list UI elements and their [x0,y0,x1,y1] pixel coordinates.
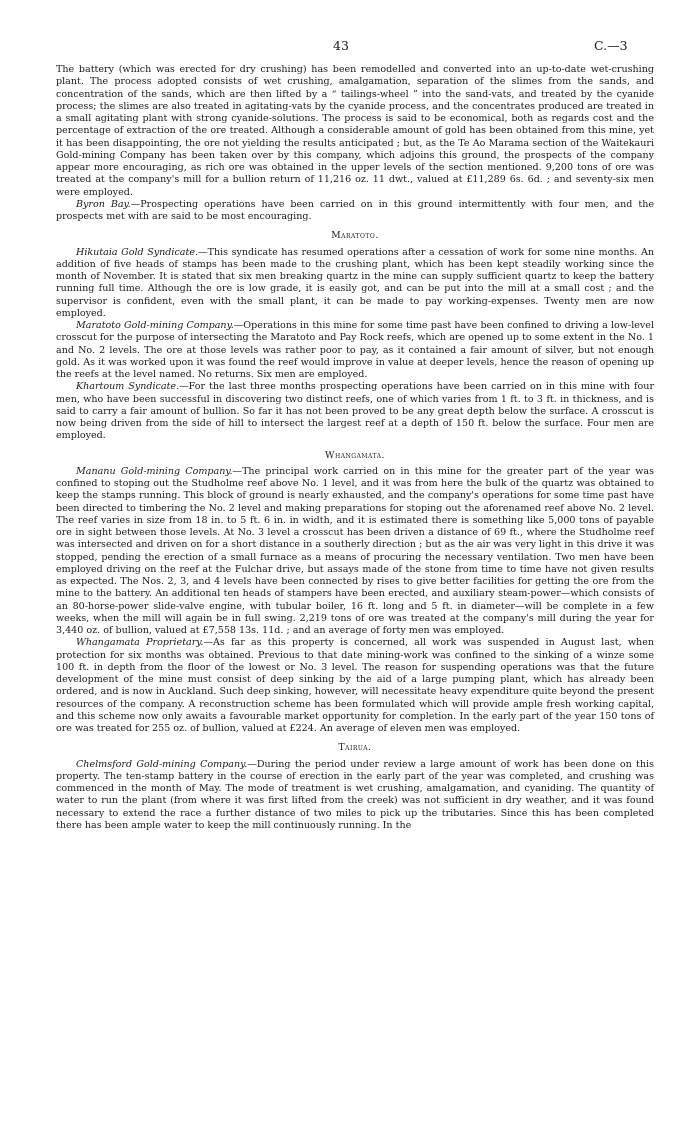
mananu-paragraph [56,466,654,638]
chelmsford-paragraph [56,759,654,833]
maratoto-company-paragraph [56,320,654,381]
whangamata-proprietary-name: Whangamata Proprietary. [76,637,204,649]
section-heading-tairua: Tairua. [338,742,372,754]
page-number: 43 [333,38,349,53]
mananu-text: —The principal work carried on in this mine for the greater part of the year was confined to stoping out the Studholme reef above No. 1 level, and it was from here the bulk of the quartz was obtained to keep the stamps running. This block of ground is nearly exhausted, and the company's operations for some time past have been directed to timbering the No. 2 level and making preparations for stoping out the aforenamed reef above No. 2 level. The reef varies in size from 18 in. to 5 ft. 6 in. in width, and it is estimated there is something like 5,000 tons of payable ore in sight between those levels. At No. 3 level a crosscut has been driven a distance of 69 ft., where the Studholme reef was intersected and driven on for a short distance in a southerly direction ; but as the air was very light in this drive it was stopped, pending the erection of a small furnace as a means of procuring the necessary ventilation. Two men have been employed driving on the reef at the Fulchar drive, but assays made of the stone from time to time have not given results as expected. The Nos. 2, 3, and 4 levels have been connected by rises to give better facilities for getting the ore from the mine to the battery. An additional ten heads of stampers have been erected, and auxiliary steam-power—which consists of an 80-horse-power slide-valve engine, with tubular boiler, 16 ft. long and 5 ft. in diameter—will be complete in a few weeks, when the mill will again be in full swing. 2,219 tons of ore was treated at the company's mill during the year for 3,440 oz. of bullion, valued at £7,558 13s. 11d. ; and an average of forty men was employed. [56,465,654,636]
whangamata-proprietary-paragraph [56,637,654,735]
intro-paragraph [56,64,654,199]
intro-text: The battery (which was erected for dry crushing) has been remodelled and converted into an up-to-date wet-crushing plant. The process adopted consists of wet crushing, amalgamation, separation of the slimes from the sands, and concentration of the sands, which are then lifted by a “ tailings-wheel ” into the sand-vats, and treated by the cyanide process; the slimes are also treated in agitating-vats by the cyanide process, and the concentrates produced are treated in a small agitating plant with strong cyanide-solutions. The process is said to be economical, both as regards cost and the percentage of extraction of the ore treated. Although a considerable amount of gold has been obtained from this mine, yet it has been disappointing, the ore not yielding the results anticipated ; but, as the Te Ao Marama section of the Waitekauri Gold-mining Company has been taken over by this company, which adjoins this ground, the prospects of the company appear more encouraging, as rich ore was obtained in the upper levels of the section mentioned. 9,200 tons of ore was treated at the company's mill for a bullion return of 11,216 oz. 11 dwt., valued at £11,289 6s. 6d. ; and seventy-six men were employed. [56,64,654,198]
chelmsford-name: Chelmsford Gold-mining Company. [76,758,248,770]
byron-bay-text: —Prospecting operations have been carried on in this ground intermittently with four men, and the prospects met with are said to be most encouraging. [56,198,654,222]
section-heading-maratoto: Maratoto. [331,230,379,242]
hikutaia-text: —This syndicate has resumed operations after a cessation of work for some nine months. An addition of five heads of stamps has been made to the crushing plant, which has been kept steadily working since the month of November. It is stated that six men breaking quartz in the mine can supply sufficient quartz to keep the battery running full time. Although the ore is low grade, it is easily got, and can be put into the mill at a small cost ; and the supervisor is confident, even with the small plant, it can be made to pay working-expenses. Twenty men are now employed. [56,246,654,319]
report-body [56,64,654,832]
byron-bay-paragraph [56,199,654,224]
maratoto-company-name: Maratoto Gold-mining Company. [76,320,234,331]
chelmsford-text: —During the period under review a large amount of work has been done on this property. The ten-stamp battery in the course of erection in the early part of the year was completed, and crushing was commenced in the month of May. The mode of treatment is wet crushing, amalgamation, and cyaniding. The quantity of water to run the plant (from where it was first lifted from the creek) was not sufficient in dry weather, and it was found necessary to extend the race a further distance of two miles to pick up the tributaries. Since this has been completed there has been ample water to keep the mill continuously running. In the [56,758,654,831]
hikutaia-name: Hikutaia Gold Syndicate. [76,246,199,258]
paper-reference: C.—3 [594,38,628,53]
khartoum-name: Khartoum Syndicate. [76,381,180,393]
byron-bay-name: Byron Bay. [76,198,131,210]
mananu-name: Mananu Gold-mining Company. [76,465,233,477]
khartoum-text: —For the last three months prospecting operations have been carried on in this mine with four men, who have been successful in discovering two distinct reefs, one of which varies from 1 ft. to 3 ft. in thickness, and is said to carry a fair amount of bullion. So far it has not been proved to be any great depth below the surface. A crosscut is now being driven from the side of hill to intersect the largest reef at a depth of 150 ft. below the surface. Four men are employed. [56,381,655,442]
whangamata-proprietary-text: —As far as this property is concerned, all work was suspended in August last, when protection for six months was obtained. Previous to that date mining-work was confined to the sinking of a winze some 100 ft. in depth from the floor of the lowest or No. 3 level. The reason for suspending operations was that the future development of the mine must consist of deep sinking by the aid of a large pumping plant, which has already been ordered, and is now in Auckland. Such deep sinking, however, will necessitate heavy expenditure quite beyond the present resources of the company. A reconstruction scheme has been formulated which will provide ample fresh working capital, and this scheme now only awaits a favourable market opportunity for completion. In the early part of the year 150 tons of ore was treated for 255 oz. of bullion, valued at £224. An average of eleven men was employed. [56,637,654,734]
khartoum-paragraph [56,381,654,442]
section-heading-whangamata: Whangamata. [325,449,385,461]
maratoto-company-text: —Operations in this mine for some time past have been confined to driving a low-level crosscut for the purpose of intersecting the Maratoto and Pay Rock reefs, which are opened up to some extent in the No. 1 and No. 2 levels. The ore at those levels was rather poor to pay, as it contained a fair amount of silver, but not enough gold. As it was worked upon it was found the reef would improve in value at deeper levels, hence the reason of opening up the reefs at the level named. No returns. Six men are employed. [56,320,654,380]
hikutaia-paragraph [56,247,654,321]
